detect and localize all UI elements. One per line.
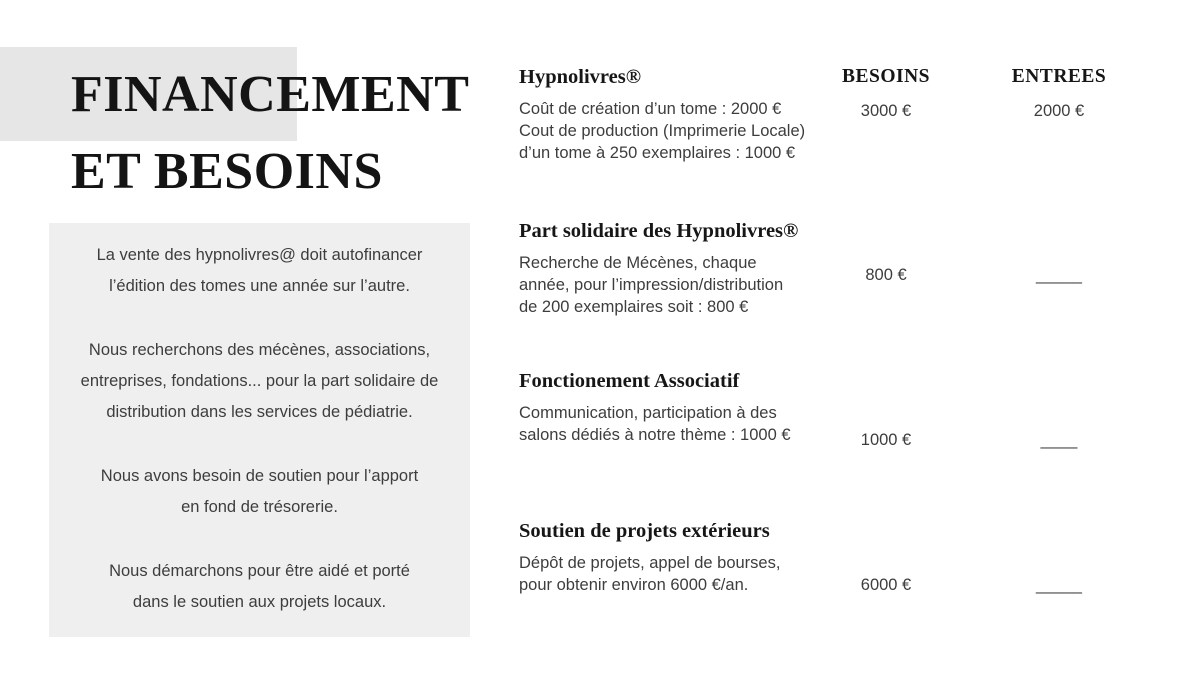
- page-title-line-1: FINANCEMENT: [71, 66, 470, 123]
- row-body-line: d’un tome à 250 exemplaires : 1000 €: [519, 144, 796, 162]
- table-row-part-solidaire: [519, 216, 1179, 362]
- intro-line: Nous recherchons des mécènes, associations,: [88, 341, 431, 359]
- row-body: [519, 552, 854, 596]
- intro-text-box: [49, 223, 470, 637]
- entrees-amount: 2000 €: [1033, 102, 1085, 120]
- intro-line: Nous avons besoin de soutien pour l’apport: [100, 467, 419, 485]
- besoins-amount: 800 €: [865, 266, 907, 284]
- intro-paragraph: [49, 461, 470, 523]
- row-body: [519, 252, 854, 318]
- row-body-line: Communication, participation à des: [519, 404, 777, 422]
- intro-line: La vente des hypnolivres@ doit autofinancer: [96, 246, 423, 264]
- financing-table: [519, 0, 1179, 675]
- intro-paragraph: [49, 556, 470, 618]
- entrees-amount-blank: _____: [1036, 576, 1082, 594]
- intro-line: distribution dans les services de pédiatrie.: [106, 403, 413, 421]
- row-heading: Fonctionement Associatif: [519, 370, 740, 392]
- row-body-line: de 200 exemplaires soit : 800 €: [519, 298, 749, 316]
- row-description: [519, 516, 854, 596]
- row-description: [519, 216, 854, 318]
- besoins-amount: 6000 €: [860, 576, 912, 594]
- row-body-line: Recherche de Mécènes, chaque: [519, 254, 757, 272]
- row-body-line: année, pour l’impression/distribution: [519, 276, 784, 294]
- intro-line: dans le soutien aux projets locaux.: [132, 593, 387, 611]
- intro-line: en fond de trésorerie.: [181, 498, 338, 516]
- row-body-line: Coût de création d’un tome : 2000 €: [519, 100, 782, 118]
- row-body: [519, 98, 854, 164]
- entrees-amount-blank: ____: [1040, 431, 1078, 449]
- column-header-entrees: ENTREES: [1011, 66, 1107, 87]
- row-heading: Soutien de projets extérieurs: [519, 520, 770, 542]
- page-title: [71, 56, 469, 210]
- entrees-amount-blank: _____: [1036, 266, 1082, 284]
- column-header-besoins: BESOINS: [841, 66, 931, 87]
- row-body: [519, 402, 854, 446]
- intro-paragraph: [49, 335, 470, 428]
- intro-line: l’édition des tomes une année sur l’autre.: [109, 277, 410, 295]
- besoins-amount: 3000 €: [860, 102, 912, 120]
- besoins-amount: 1000 €: [860, 431, 912, 449]
- row-body-line: pour obtenir environ 6000 €/an.: [519, 576, 749, 594]
- row-heading: Part solidaire des Hypnolivres®: [519, 220, 799, 242]
- row-description: [519, 62, 854, 164]
- row-body-line: Dépôt de projets, appel de bourses,: [519, 554, 781, 572]
- page-title-line-2: ET BESOINS: [71, 143, 383, 200]
- table-row-fonctionnement: [519, 366, 1179, 512]
- intro-line: entreprises, fondations... pour la part solidaire de: [80, 372, 439, 390]
- row-heading: Hypnolivres®: [519, 66, 642, 88]
- table-row-soutien-projets: [519, 516, 1179, 666]
- row-body-line: Cout de production (Imprimerie Locale): [519, 122, 806, 140]
- row-description: [519, 366, 854, 446]
- intro-paragraph: [49, 240, 470, 302]
- table-row-hypnolivres: [519, 62, 1179, 212]
- row-body-line: salons dédiés à notre thème : 1000 €: [519, 426, 791, 444]
- intro-line: Nous démarchons pour être aidé et porté: [109, 562, 410, 580]
